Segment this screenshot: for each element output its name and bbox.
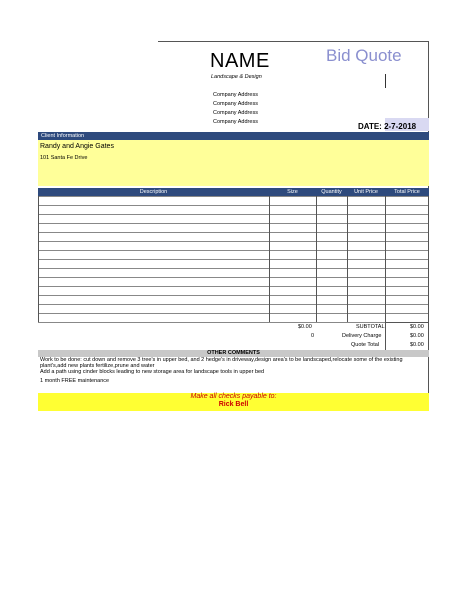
line-items-table[interactable]	[38, 196, 429, 322]
table-row-line	[38, 250, 429, 251]
payable-name: Rick Bell	[218, 401, 249, 408]
client-info-bar	[38, 132, 429, 140]
client-info-label: Client Information	[41, 133, 85, 139]
company-address-4: Company Address	[213, 119, 258, 125]
client-address: 101 Santa Fe Drive	[40, 155, 88, 161]
payable-instruction: Make all checks payable to:	[190, 393, 277, 400]
quote-date[interactable]: DATE: 2-7-2018	[358, 122, 417, 131]
table-row-line	[38, 259, 429, 260]
table-row-line	[38, 214, 429, 215]
table-row-line	[38, 205, 429, 206]
table-row-line	[38, 223, 429, 224]
client-name: Randy and Angie Gates	[40, 143, 114, 150]
col-description: Description	[139, 189, 168, 195]
table-row-line	[38, 322, 429, 323]
company-address-2: Company Address	[213, 101, 258, 107]
document-title: Bid Quote	[326, 46, 402, 65]
quote-total-value[interactable]: $0.00	[410, 342, 424, 348]
comment-line-2[interactable]: Add a path using cinder blocks leading to new storage area for landscape tools in upper bed	[40, 369, 265, 375]
table-row-line	[38, 232, 429, 233]
table-row-line	[38, 304, 429, 305]
company-address-1: Company Address	[213, 92, 258, 98]
quote-total-label: Quote Total	[351, 342, 380, 348]
table-row-line	[38, 277, 429, 278]
subtotal-value[interactable]: $0.00	[410, 324, 424, 330]
delivery-label: Delivery Charge	[342, 333, 382, 339]
company-name: NAME	[210, 50, 270, 72]
comment-line-1[interactable]: Work to be done: cut down and remove 3 tree's in upper bed, and 2 hedge's in driveway,design area's to be landscaped,relocate some of the existing plant's,add new plants fertilize,prune and water	[40, 357, 403, 369]
delivery-value[interactable]: $0.00	[410, 333, 424, 339]
company-tagline: Landscape & Design	[211, 74, 262, 80]
other-comments-header: OTHER COMMENTS	[38, 350, 429, 357]
subtotal-label: SUBTOTAL	[356, 324, 385, 330]
table-column-line	[38, 196, 39, 322]
table-header	[38, 188, 429, 196]
table-row-line	[38, 313, 429, 314]
table-row-line	[38, 196, 429, 197]
table-row-line	[38, 268, 429, 269]
table-row-line	[38, 241, 429, 242]
comment-line-3[interactable]: 1 month FREE maintenance	[40, 378, 110, 384]
table-column-line	[347, 196, 348, 322]
col-total-price: Total Price	[394, 189, 420, 195]
text-cursor	[385, 74, 386, 88]
col-size: Size	[287, 189, 298, 195]
top-border	[158, 41, 429, 42]
sum-left: $0.00	[298, 324, 312, 330]
table-column-line	[269, 196, 270, 322]
qty-left: 0	[311, 333, 315, 339]
table-column-line	[428, 196, 429, 322]
table-row-line	[38, 286, 429, 287]
col-quantity: Quantity	[321, 189, 342, 195]
table-row-line	[38, 295, 429, 296]
table-column-line	[385, 196, 386, 322]
col-unit-price: Unit Price	[354, 189, 378, 195]
table-column-line	[316, 196, 317, 322]
company-address-3: Company Address	[213, 110, 258, 116]
